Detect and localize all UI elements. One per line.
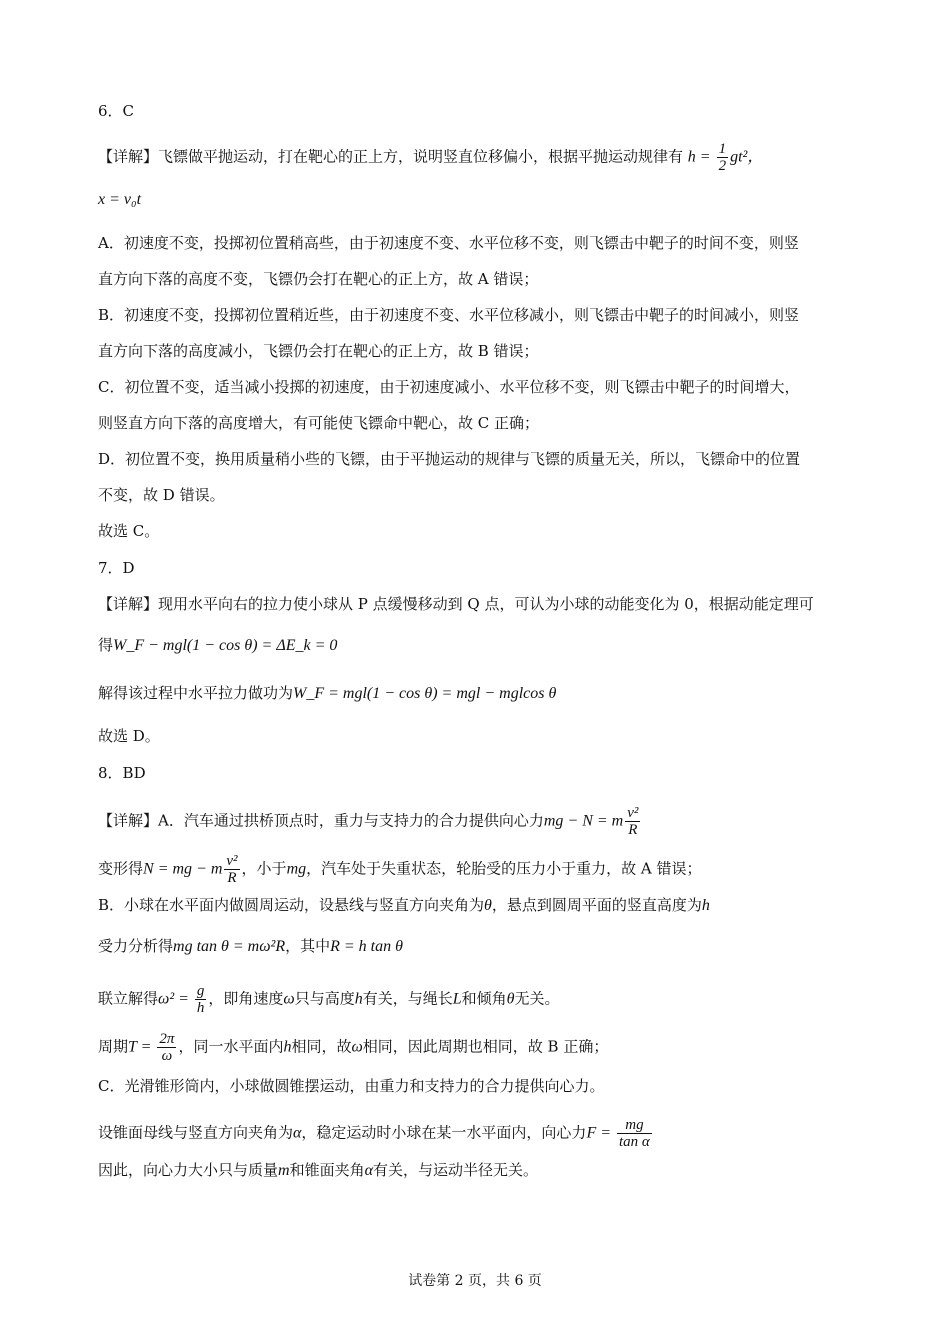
q8-period-fraction: $\frac{2\pi}{\omega}$ [159, 1031, 175, 1064]
q7-eq2-prefix: 解得该过程中水平拉力做功为 [98, 684, 294, 702]
q6-option-a-line2: 直方向下落的高度不变，飞镖仍会打在靶心的正上方，故 A 错误； [98, 270, 539, 288]
q7-heading: 7．D [98, 559, 135, 577]
q8-deform-prefix: 变形得 [98, 859, 144, 878]
q6-detail-text: 【详解】飞镖做平抛运动，打在靶心的正上方，说明竖直位移偏小，根据平抛运动规律有 [98, 147, 684, 166]
q6-option-b-line2: 直方向下落的高度减小，飞镖仍会打在靶心的正上方，故 B 错误； [98, 342, 539, 360]
q7-eq1-prefix: 得 [98, 636, 114, 654]
q6-option-d-line1: D．初位置不变，换用质量稍小些的飞镖，由于平抛运动的规律与飞镖的质量无关，所以，飞镖命中的位置 [98, 450, 801, 468]
q8-eq-a: mg − N = m [543, 812, 624, 830]
q8-solve-fraction: $\frac{g}{h}$ [196, 983, 205, 1016]
q6-formula-h: h = [687, 148, 715, 166]
q6-detail-line [98, 141, 868, 174]
q6-option-d-line2: 不变，故 D 错误。 [98, 486, 225, 504]
q7-eq2: W_F = mgl(1 − cos θ) = mgl − mglcos θ [293, 685, 557, 702]
q8-deform: 变形得N = mg − m $\frac{\text{v²}}{R}$ ，小于mg，汽车处于失重状态，轮胎受的压力小于重力，故 A 错误； [98, 853, 702, 886]
q6-half-fraction: $\frac{1}{2}$ [718, 141, 727, 174]
q6-choice: 故选 C。 [98, 522, 160, 540]
q7-detail: 【详解】现用水平向右的拉力使小球从 P 点缓慢移动到 Q 点，可认为小球的动能变化为 0，根据动能定理可 [98, 595, 814, 613]
q6-formula-x: x = v₀t [98, 191, 142, 208]
q7-equation-1 [98, 634, 868, 657]
q8-detail-a-text: 【详解】A．汽车通过拱桥顶点时，重力与支持力的合力提供向心力 [98, 811, 544, 830]
q8-cone: 设锥面母线与竖直方向夹角为α，稳定运动时小球在某一水平面内，向心力F = $\frac{mg}{\text{tan α}}$ [98, 1117, 650, 1150]
q8-option-c: C．光滑锥形筒内，小球做圆锥摆运动，由重力和支持力的合力提供向心力。 [98, 1077, 605, 1095]
q8-force-analysis: 受力分析得mg tan θ = mω²R，其中R = h tan θ [98, 937, 403, 955]
q7-equation-2 [98, 682, 868, 705]
q8-detail-a [98, 805, 868, 838]
q6-heading: 6．C [98, 102, 135, 120]
page-footer: 试卷第 2 页，共 6 页 [408, 1273, 542, 1289]
q8-period: 周期T = $\frac{2\pi}{\omega}$ ，同一水平面内h相同，故ω相同，因此周期也相同，故 B 正确； [98, 1031, 609, 1064]
q6-option-b-line1: B．初速度不变，投掷初位置稍近些，由于初速度不变、水平位移减小，则飞镖击中靶子的时间减小，则竖 [98, 306, 800, 324]
q8-heading: 8．BD [98, 764, 146, 782]
q8-eq-a-fraction: $\frac{\text{v²}}{R}$ [627, 805, 639, 838]
q7-choice: 故选 D。 [98, 727, 160, 745]
q8-option-b: B．小球在水平面内做圆周运动，设悬线与竖直方向夹角为θ，悬点到圆周平面的竖直高度为h [98, 896, 710, 914]
q8-solve: 联立解得ω² = $\frac{g}{h}$ ，即角速度ω只与高度h有关，与绳长L和倾角θ无关。 [98, 983, 560, 1016]
q6-option-c-line2: 则竖直方向下落的高度增大，有可能使飞镖命中靶心，故 C 正确； [98, 414, 540, 432]
q8-cone-fraction: $\frac{mg}{\text{tan α}}$ [619, 1117, 650, 1150]
q6-formula-gt: gt²， [730, 148, 764, 166]
q6-option-c-line1: C．初位置不变，适当减小投掷的初速度，由于初速度减小、水平位移不变，则飞镖击中靶子的时间增大， [98, 378, 800, 396]
q8-conclusion: 因此，向心力大小只与质量m和锥面夹角α有关，与运动半径无关。 [98, 1161, 539, 1179]
q8-eq-deform: N = mg − m [143, 860, 223, 878]
q7-eq1: W_F − mgl(1 − cos θ) = ΔE_k = 0 [113, 637, 338, 654]
q8-deform-fraction: $\frac{\text{v²}}{R}$ [226, 853, 238, 886]
q6-option-a-line1: A．初速度不变，投掷初位置稍高些，由于初速度不变、水平位移不变，则飞镖击中靶子的时间不变，则竖 [98, 234, 799, 252]
